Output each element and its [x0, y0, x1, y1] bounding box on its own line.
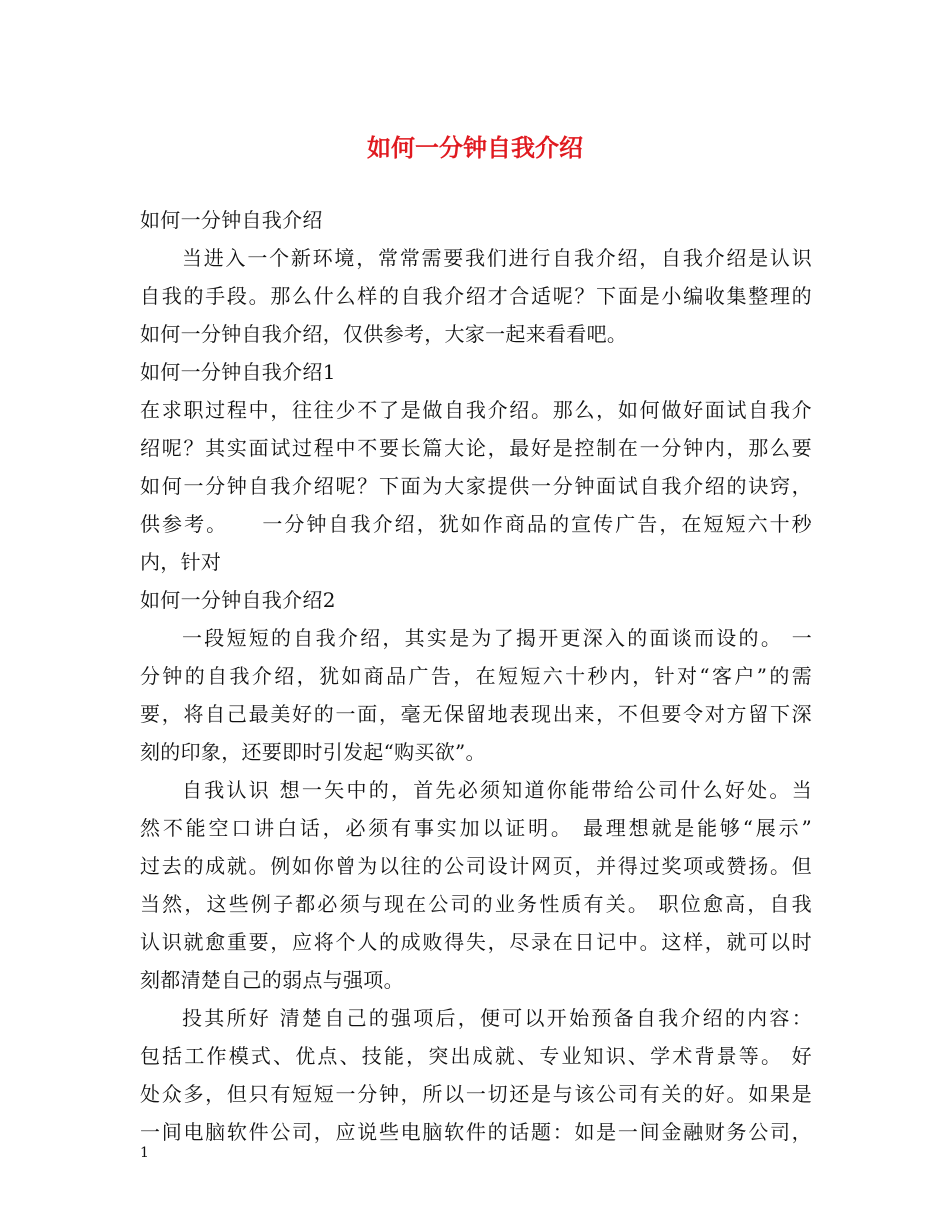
text-line: 处众多，但只有短短一分钟，所以一切还是与该公司有关的好。如果是	[140, 1082, 812, 1106]
text-line: 过去的成就。例如你曾为以往的公司设计网页，并得过奖项或赞扬。但	[140, 854, 812, 878]
text-line: 如何一分钟自我介绍呢？下面为大家提供一分钟面试自我介绍的诀窍，	[140, 474, 812, 498]
text-line: 刻的印象，还要即时引发起“购买欲”。	[140, 740, 486, 764]
text-line: 内，针对	[140, 550, 222, 574]
text-line: 如何一分钟自我介绍1	[140, 360, 336, 384]
text-line: 当然，这些例子都必须与现在公司的业务性质有关。 职位愈高，自我	[140, 892, 812, 916]
text-line: 然不能空口讲白话，必须有事实加以证明。 最理想就是能够“展示”	[140, 816, 812, 840]
text-line: 自我的手段。那么什么样的自我介绍才合适呢？下面是小编收集整理的	[140, 284, 812, 308]
text-line: 如何一分钟自我介绍，仅供参考，大家一起来看看吧。	[140, 322, 628, 346]
text-line: 如何一分钟自我介绍	[140, 208, 323, 232]
text-line: 要，将自己最美好的一面，毫无保留地表现出来，不但要令对方留下深	[140, 702, 812, 726]
text-line: 当进入一个新环境，常常需要我们进行自我介绍，自我介绍是认识	[182, 246, 812, 270]
document-title: 如何一分钟自我介绍	[367, 133, 583, 162]
page-number: 1	[140, 1145, 149, 1161]
text-line: 分钟的自我介绍，犹如商品广告，在短短六十秒内，针对“客户”的需	[140, 664, 812, 688]
text-line: 如何一分钟自我介绍2	[140, 588, 336, 612]
text-line: 自我认识 想一矢中的，首先必须知道你能带给公司什么好处。当	[182, 778, 812, 802]
text-line: 供参考。 一分钟自我介绍，犹如作商品的宣传广告，在短短六十秒	[140, 512, 812, 536]
text-line: 认识就愈重要，应将个人的成败得失，尽录在日记中。这样，就可以时	[140, 930, 812, 954]
text-line: 一段短短的自我介绍，其实是为了揭开更深入的面谈而设的。 一	[182, 626, 812, 650]
text-line: 刻都清楚自己的弱点与强项。	[140, 968, 404, 992]
text-line: 绍呢？其实面试过程中不要长篇大论，最好是控制在一分钟内，那么要	[140, 436, 812, 460]
text-line: 在求职过程中，往往少不了是做自我介绍。那么，如何做好面试自我介	[140, 398, 812, 422]
text-line: 包括工作模式、优点、技能，突出成就、专业知识、学术背景等。 好	[140, 1044, 812, 1068]
document-body	[140, 201, 812, 1151]
text-line: 投其所好 清楚自己的强项后，便可以开始预备自我介绍的内容：	[182, 1006, 812, 1030]
text-line: 一间电脑软件公司，应说些电脑软件的话题：如是一间金融财务公司，	[140, 1120, 812, 1144]
